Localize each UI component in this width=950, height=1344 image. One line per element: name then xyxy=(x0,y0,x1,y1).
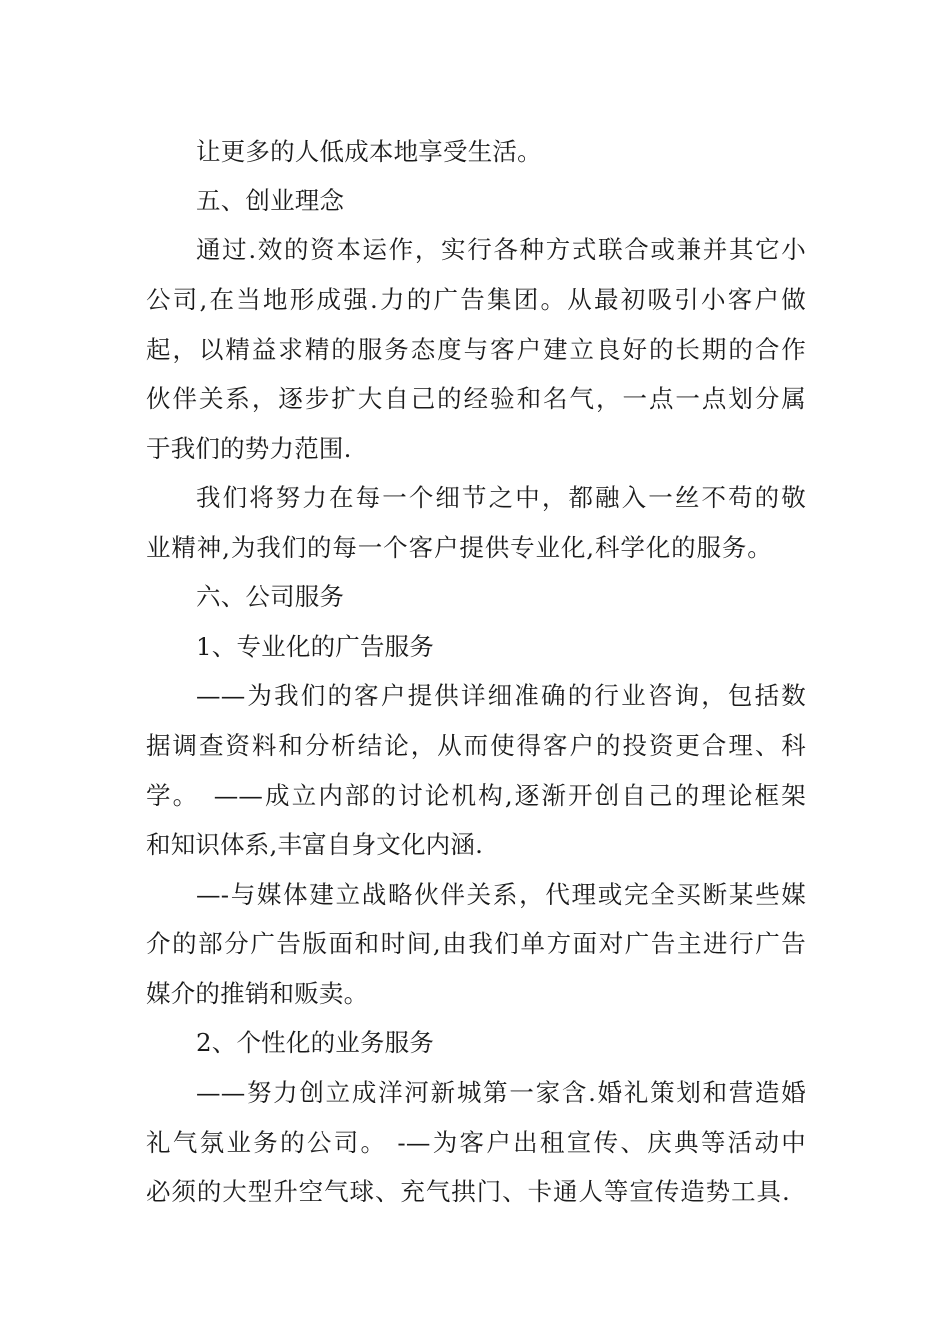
section-heading: 五、创业理念 xyxy=(196,186,345,215)
paragraph-line: 学。 ——成立内部的讨论机构,逐渐开创自己的理论框架 xyxy=(146,781,806,810)
paragraph-line: —-与媒体建立战略伙伴关系，代理或完全买断某些媒 xyxy=(196,880,806,909)
paragraph-line: ——努力创立成洋河新城第一家含.婚礼策划和营造婚 xyxy=(196,1078,806,1107)
paragraph-line: ——为我们的客户提供详细准确的行业咨询，包括数 xyxy=(196,681,806,710)
paragraph-line: 必须的大型升空气球、充气拱门、卡通人等宣传造势工具. xyxy=(146,1177,790,1206)
subsection-heading: 1、专业化的广告服务 xyxy=(196,632,435,661)
paragraph-line: 据调查资料和分析结论，从而使得客户的投资更合理、科 xyxy=(146,731,806,760)
paragraph-line: 媒介的推销和贩卖。 xyxy=(146,979,369,1008)
section-heading: 六、公司服务 xyxy=(196,582,345,611)
subsection-heading: 2、个性化的业务服务 xyxy=(196,1028,435,1057)
paragraph-line: 介的部分广告版面和时间,由我们单方面对广告主进行广告 xyxy=(146,929,806,958)
paragraph-line: 我们将努力在每一个细节之中，都融入一丝不苟的敬 xyxy=(196,483,806,512)
paragraph-line: 于我们的势力范围. xyxy=(146,434,352,463)
paragraph-line: 伙伴关系，逐步扩大自己的经验和名气，一点一点划分属 xyxy=(146,384,806,413)
paragraph-line: 公司,在当地形成强.力的广告集团。从最初吸引小客户做 xyxy=(146,285,806,314)
paragraph-line: 让更多的人低成本地享受生活。 xyxy=(196,137,542,166)
paragraph-line: 礼气氛业务的公司。 -—为客户出租宣传、庆典等活动中 xyxy=(146,1128,806,1157)
paragraph-line: 和知识体系,丰富自身文化内涵. xyxy=(146,830,484,859)
paragraph-line: 业精神,为我们的每一个客户提供专业化,科学化的服务。 xyxy=(146,533,772,562)
paragraph-line: 起，以精益求精的服务态度与客户建立良好的长期的合作 xyxy=(146,335,806,364)
paragraph-line: 通过.效的资本运作，实行各种方式联合或兼并其它小 xyxy=(196,235,806,264)
